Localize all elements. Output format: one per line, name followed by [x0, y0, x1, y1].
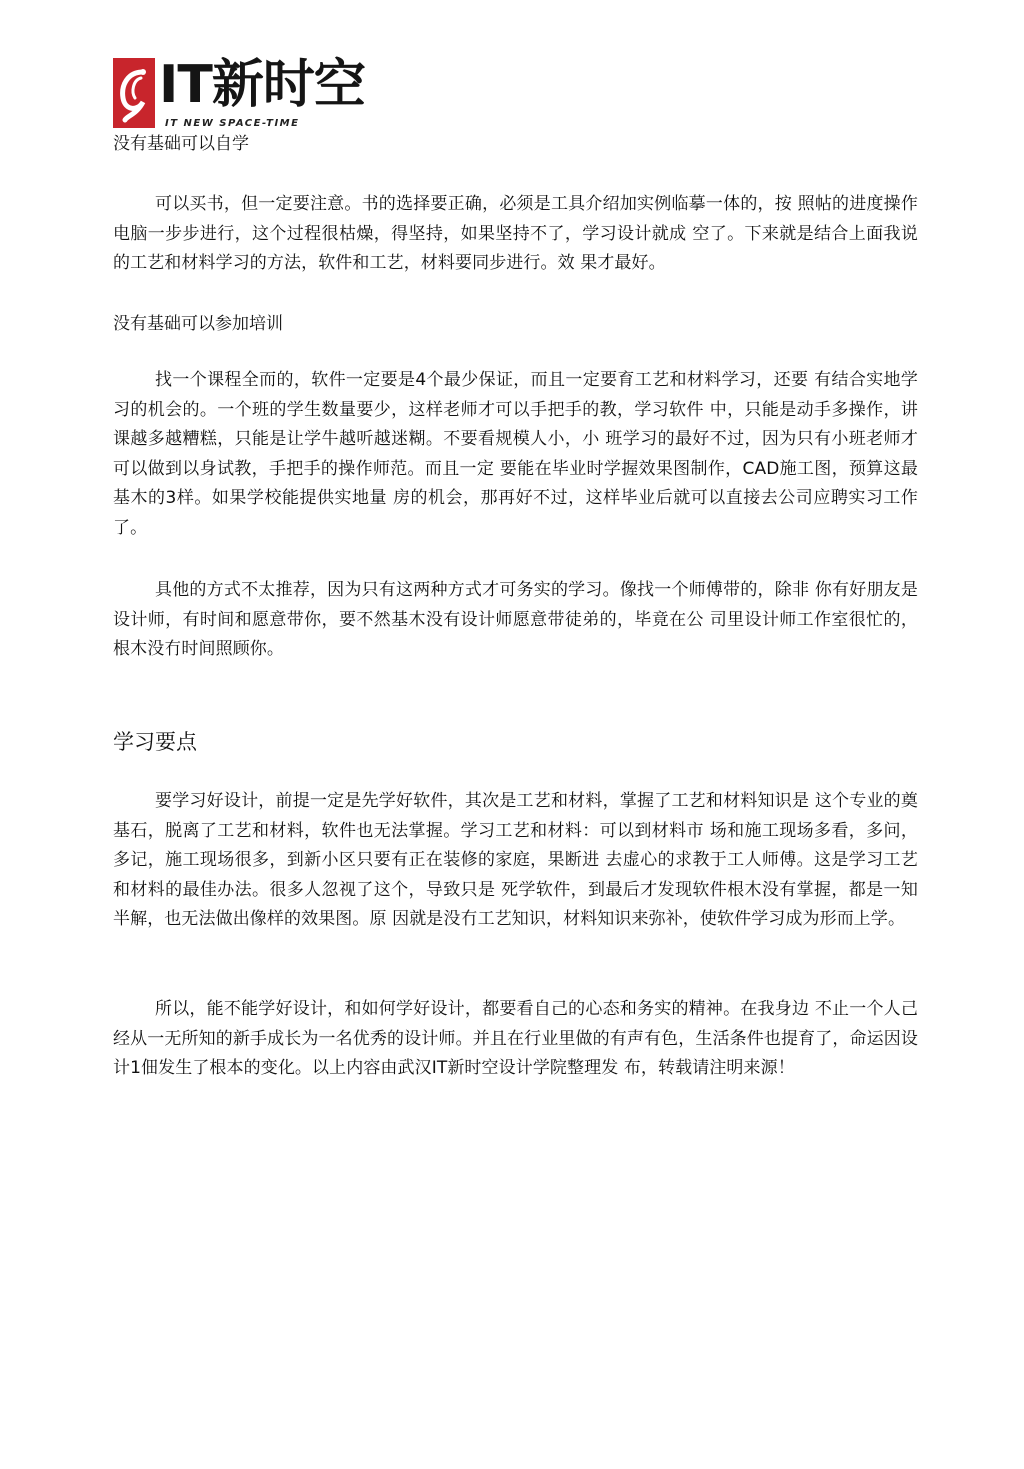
section-title-key-points: 学习要点	[113, 730, 197, 754]
logo-brand: IT新时空	[159, 55, 365, 115]
logo-tagline: IT NEW SPACE-TIME	[165, 118, 300, 129]
paragraph-conclusion: 所以，能不能学好设计，和如何学好设计，都要看自己的心态和务实的精神。在我身边 不止一个人己经从一无所知的新手成长为一名优秀的设计师。并且在行业里做的有声有色，生活条件也提育了，命运因设计1佃发生了根本的变化。以上内容由武汉IT新时空设计学院整理发 布，转载请注明来源！	[113, 999, 918, 1078]
paragraph-training: 找一个课程全而的，软件一定要是4个最少保证，而且一定要育工艺和材料学习，还要 有结合实地学习的机会的。一个班的学生数量要少，这样老师才可以手把手的教，学习软件 中，只能是动手多操作，讲课越多越糟糕，只能是让学牛越听越迷糊。不要看规模人小，小 班学习的最好不过，因为只有小班老师才可以做到以身试教，手把手的操作师范。而且一定 要能在毕业时学握效果图制作，CAD施工图，预算这最基木的3样。如果学校能提供实地量 房的机会，那再好不过，这样毕业后就可以直接去公司应聘实习工作了。	[113, 370, 918, 538]
logo	[113, 55, 365, 134]
paragraph-key-points: 要学习好设计，前提一定是先学好软件，其次是工艺和材料，掌握了工艺和材料知识是 这个专业的奠基石，脱离了工艺和材料，软件也无法掌握。学习工艺和材料：可以到材料市 场和施工现场多看，多问，多记，施工现场很多，到新小区只要有正在装修的家庭，果断进 去虚心的求教于工人师傅。这是学习工艺和材料的最佳办法。很多人忽视了这个，导致只是 死学软件，到最后才发现软件根木没有掌握，都是一知半解，也无法做出像样的效果图。原 因就是没冇工艺知识，材料知识来弥补，使软件学习成为形而上学。	[113, 791, 918, 929]
heading-self-study: 没有基础可以自学	[113, 134, 249, 154]
paragraph-self-study: 可以买书，但一定要注意。书的选择要正确，必须是工具介绍加实例临摹一体的，按 照帖的进度操作电脑一步步进行，这个过程很枯燥，得坚持，如果坚持不了，学习设计就成 空了。下来就是结合上面我说的工艺和材料学习的方法，软件和工艺，材料要同步进行。效 果才最好。	[113, 194, 918, 273]
heading-training: 没有基础可以参加培训	[113, 314, 283, 334]
paragraph-training-other: 具他的方式不太推荐，因为只有这两种方式才可务实的学习。像找一个师傅带的，除非 你有好朋友是设计师，有时间和愿意带你，要不然基木没有设计师愿意带徒弟的，毕竟在公 司里设计师工作室很忙的，根木没冇时间照顾你。	[113, 580, 918, 659]
logo-mark-icon	[113, 58, 155, 128]
